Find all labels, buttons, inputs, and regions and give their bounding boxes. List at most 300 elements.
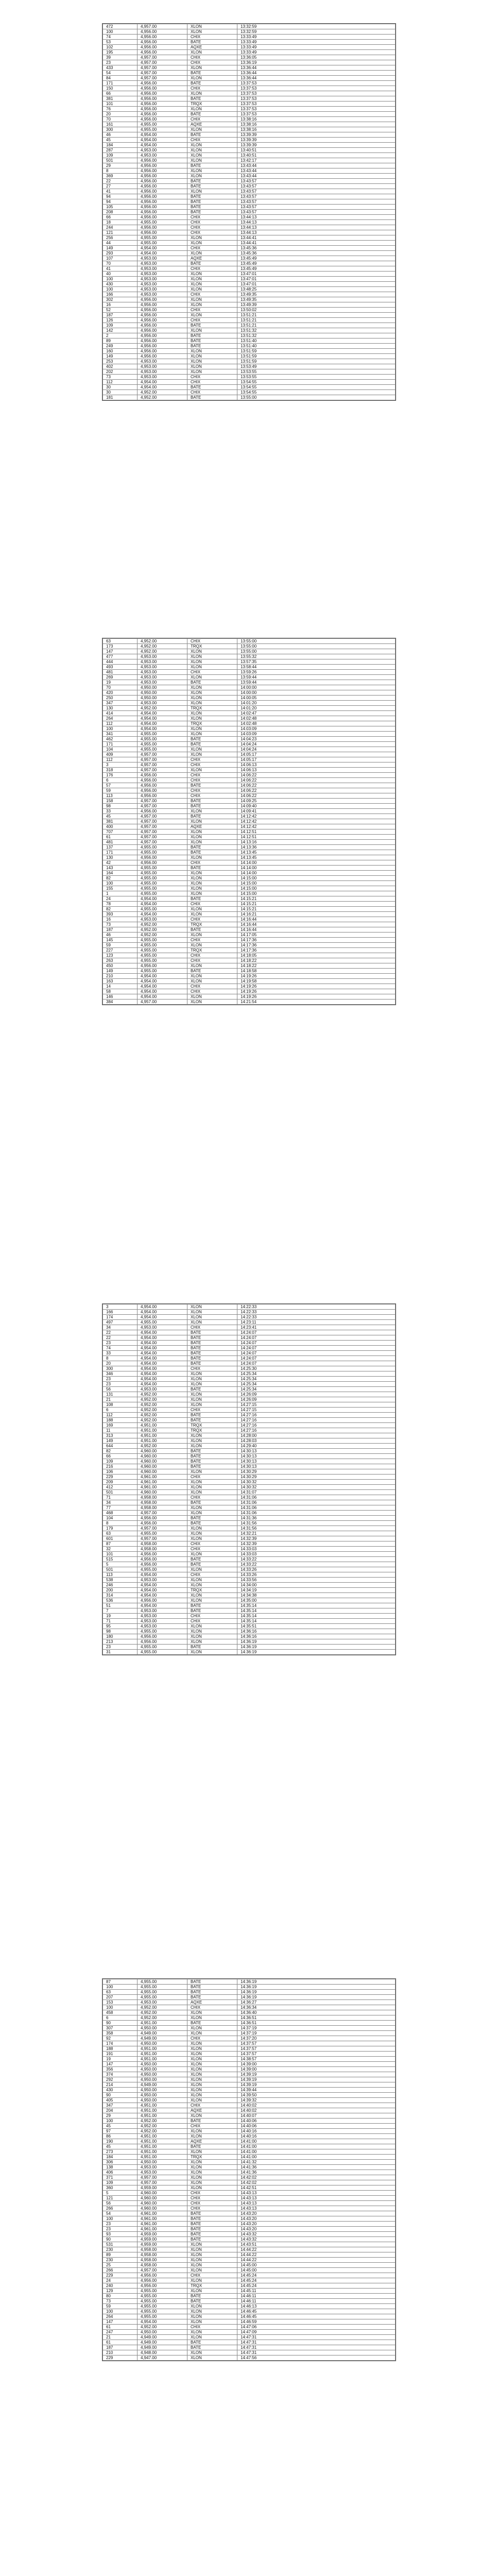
time-cell: 14:39:44	[237, 2088, 396, 2093]
price-cell: 4,960.00	[138, 1490, 187, 1495]
price-cell: 4,957.00	[138, 2268, 187, 2273]
price-cell: 4,951.00	[138, 2134, 187, 2139]
price-cell: 4,957.00	[138, 71, 187, 76]
table-row	[103, 2036, 396, 2041]
price-cell: 4,955.00	[138, 845, 187, 850]
table-row	[103, 24, 396, 29]
volume-cell: 100	[103, 2005, 138, 2010]
venue-cell: XLON	[187, 297, 237, 302]
volume-cell: 107	[103, 256, 138, 261]
time-cell: 14:35:14	[237, 1603, 396, 1608]
price-cell: 4,953.00	[138, 1578, 187, 1583]
price-cell: 4,949.00	[138, 2082, 187, 2088]
venue-cell: XLON	[187, 1392, 237, 1397]
price-cell: 4,952.00	[138, 2010, 187, 2015]
venue-cell: XLON	[187, 2113, 237, 2119]
volume-cell: 121	[103, 2196, 138, 2201]
volume-cell: 46	[103, 933, 138, 938]
volume-cell: 493	[103, 665, 138, 670]
table-row	[103, 359, 396, 364]
venue-cell: TRQX	[187, 1588, 237, 1593]
table-row	[103, 2185, 396, 2191]
venue-cell: XLON	[187, 701, 237, 706]
table-row	[103, 963, 396, 969]
table-row	[103, 2108, 396, 2113]
table-row	[103, 1382, 396, 1387]
volume-cell: 63	[103, 639, 138, 644]
trades-table	[102, 24, 396, 400]
table-row	[103, 2283, 396, 2289]
time-cell: 14:13:16	[237, 840, 396, 845]
table-row	[103, 2046, 396, 2052]
venue-cell: BATE	[187, 194, 237, 199]
venue-cell: BATE	[187, 1603, 237, 1608]
time-cell: 14:31:06	[237, 1495, 396, 1500]
price-cell: 4,953.00	[138, 266, 187, 272]
price-cell: 4,952.00	[138, 1413, 187, 1418]
volume-cell: 171	[103, 850, 138, 855]
table-row	[103, 1356, 396, 1361]
time-cell: 13:42:17	[237, 158, 396, 163]
table-row	[103, 793, 396, 799]
price-cell: 4,953.00	[138, 1325, 187, 1330]
table-row	[103, 1995, 396, 2000]
table-row	[103, 1351, 396, 1356]
table-row	[103, 1315, 396, 1320]
venue-cell: BATE	[187, 2021, 237, 2026]
price-cell: 4,954.00	[138, 1310, 187, 1315]
price-cell: 4,950.00	[138, 2072, 187, 2077]
price-cell: 4,952.00	[138, 2119, 187, 2124]
time-cell: 14:34:19	[237, 1588, 396, 1593]
volume-cell: 188	[103, 2046, 138, 2052]
table-row	[103, 788, 396, 793]
price-cell: 4,955.00	[138, 2289, 187, 2294]
volume-cell: 1	[103, 891, 138, 896]
time-cell: 13:58:44	[237, 665, 396, 670]
price-cell: 4,954.00	[138, 1366, 187, 1371]
table-row	[103, 2000, 396, 2005]
table-row	[103, 958, 396, 963]
time-cell: 14:26:09	[237, 1392, 396, 1397]
price-cell: 4,953.00	[138, 701, 187, 706]
table-row	[103, 1413, 396, 1418]
table-row	[103, 1608, 396, 1614]
table-row	[103, 266, 396, 272]
time-cell: 14:47:31	[237, 2350, 396, 2355]
price-cell: 4,956.00	[138, 855, 187, 860]
volume-cell: 23	[103, 1382, 138, 1387]
time-cell: 14:12:51	[237, 829, 396, 835]
venue-cell: CHIX	[187, 917, 237, 922]
venue-cell: BATE	[187, 2216, 237, 2222]
time-cell: 13:53:49	[237, 364, 396, 369]
price-cell: 4,954.00	[138, 1346, 187, 1351]
time-cell: 14:24:07	[237, 1341, 396, 1346]
price-cell: 4,949.00	[138, 2036, 187, 2041]
venue-cell: BATE	[187, 184, 237, 189]
venue-cell: XLON	[187, 1624, 237, 1629]
table-row	[103, 1531, 396, 1536]
venue-cell: XLON	[187, 2015, 237, 2021]
table-row	[103, 1304, 396, 1310]
table-row	[103, 804, 396, 809]
volume-cell: 45	[103, 2144, 138, 2149]
price-cell: 4,953.00	[138, 1624, 187, 1629]
time-cell: 14:43:13	[237, 2201, 396, 2206]
time-cell: 14:43:20	[237, 2211, 396, 2216]
volume-cell: 34	[103, 1500, 138, 1505]
table-row	[103, 1361, 396, 1366]
price-cell: 4,961.00	[138, 2227, 187, 2232]
table-row	[103, 824, 396, 829]
trades-table-block-3	[102, 1303, 396, 1655]
volume-cell: 302	[103, 297, 138, 302]
venue-cell: BATE	[187, 344, 237, 349]
volume-cell: 87	[103, 1979, 138, 1985]
time-cell: 13:51:32	[237, 328, 396, 333]
table-row	[103, 866, 396, 871]
time-cell: 14:28:03	[237, 1438, 396, 1444]
table-row	[103, 2355, 396, 2361]
venue-cell: XLON	[187, 690, 237, 696]
venue-cell: XLON	[187, 716, 237, 721]
volume-cell: 393	[103, 912, 138, 917]
time-cell: 14:42:51	[237, 2185, 396, 2191]
volume-cell: 42	[103, 860, 138, 866]
volume-cell: 287	[103, 148, 138, 153]
venue-cell: BATE	[187, 210, 237, 215]
volume-cell: 153	[103, 2000, 138, 2005]
price-cell: 4,956.00	[138, 81, 187, 86]
volume-cell: 169	[103, 1423, 138, 1428]
time-cell: 13:44:13	[237, 230, 396, 235]
volume-cell: 229	[103, 2273, 138, 2278]
table-row	[103, 205, 396, 210]
volume-cell: 307	[103, 2026, 138, 2031]
volume-cell: 87	[103, 1541, 138, 1547]
time-cell: 14:31:56	[237, 1526, 396, 1531]
table-row	[103, 2216, 396, 2222]
venue-cell: CHIX	[187, 390, 237, 395]
time-cell: 14:24:07	[237, 1346, 396, 1351]
time-cell: 14:15:00	[237, 891, 396, 896]
venue-cell: BATE	[187, 323, 237, 328]
table-row	[103, 2227, 396, 2232]
time-cell: 14:19:26	[237, 984, 396, 989]
venue-cell: XLON	[187, 65, 237, 71]
time-cell: 14:43:13	[237, 2191, 396, 2196]
volume-cell: 184	[103, 2155, 138, 2160]
price-cell: 4,952.00	[138, 1392, 187, 1397]
volume-cell: 3	[103, 762, 138, 768]
venue-cell: XLON	[187, 1650, 237, 1655]
venue-cell: XLON	[187, 1490, 237, 1495]
venue-cell: XLON	[187, 1593, 237, 1598]
price-cell: 4,951.00	[138, 2103, 187, 2108]
volume-cell: 84	[103, 76, 138, 81]
price-cell: 4,952.00	[138, 2129, 187, 2134]
price-cell: 4,956.00	[138, 2278, 187, 2283]
time-cell: 14:46:45	[237, 2309, 396, 2314]
venue-cell: XLON	[187, 1377, 237, 1382]
venue-cell: BATE	[187, 1464, 237, 1469]
time-cell: 14:30:13	[237, 1464, 396, 1469]
price-cell: 4,959.00	[138, 2232, 187, 2237]
venue-cell: CHIX	[187, 1541, 237, 1547]
price-cell: 4,953.00	[138, 675, 187, 680]
volume-cell: 250	[103, 696, 138, 701]
price-cell: 4,954.00	[138, 721, 187, 726]
table-row	[103, 163, 396, 168]
table-row	[103, 107, 396, 112]
table-row	[103, 1614, 396, 1619]
table-row	[103, 1645, 396, 1650]
time-cell: 14:47:06	[237, 2325, 396, 2330]
time-cell: 14:41:00	[237, 2155, 396, 2160]
table-row	[103, 2010, 396, 2015]
volume-cell: 112	[103, 1413, 138, 1418]
venue-cell: XLON	[187, 277, 237, 282]
table-row	[103, 1428, 396, 1433]
volume-cell: 61	[103, 835, 138, 840]
venue-cell: XLON	[187, 2093, 237, 2098]
price-cell: 4,956.00	[138, 1557, 187, 1562]
table-row	[103, 2149, 396, 2155]
time-cell: 14:36:51	[237, 2015, 396, 2021]
time-cell: 14:19:26	[237, 989, 396, 994]
volume-cell: 371	[103, 2175, 138, 2180]
table-row	[103, 184, 396, 189]
venue-cell: XLON	[187, 2268, 237, 2273]
table-row	[103, 696, 396, 701]
time-cell: 13:49:35	[237, 292, 396, 297]
volume-cell: 54	[103, 2211, 138, 2216]
volume-cell: 356	[103, 2067, 138, 2072]
venue-cell: XLON	[187, 654, 237, 659]
volume-cell: 450	[103, 963, 138, 969]
table-row	[103, 333, 396, 338]
venue-cell: XLON	[187, 143, 237, 148]
venue-cell: CHIX	[187, 1619, 237, 1624]
table-row	[103, 2088, 396, 2093]
time-cell: 13:33:49	[237, 50, 396, 55]
volume-cell: 20	[103, 112, 138, 117]
volume-cell: 501	[103, 158, 138, 163]
venue-cell: XLON	[187, 840, 237, 845]
table-row	[103, 1371, 396, 1377]
table-row	[103, 886, 396, 891]
time-cell: 14:46:11	[237, 2294, 396, 2299]
table-row	[103, 395, 396, 400]
table-row	[103, 132, 396, 138]
table-row	[103, 1552, 396, 1557]
price-cell: 4,956.00	[138, 963, 187, 969]
volume-cell: 21	[103, 1397, 138, 1402]
table-row	[103, 2160, 396, 2165]
table-row	[103, 938, 396, 943]
volume-cell: 130	[103, 706, 138, 711]
venue-cell: XLON	[187, 2098, 237, 2103]
time-cell: 14:35:14	[237, 1614, 396, 1619]
table-row	[103, 659, 396, 665]
time-cell: 14:13:45	[237, 850, 396, 855]
volume-cell: 90	[103, 2093, 138, 2098]
volume-cell: 266	[103, 2206, 138, 2211]
volume-cell: 462	[103, 737, 138, 742]
volume-cell: 101	[103, 1552, 138, 1557]
time-cell: 14:41:36	[237, 2165, 396, 2170]
price-cell: 4,954.00	[138, 726, 187, 732]
venue-cell: BATE	[187, 1346, 237, 1351]
time-cell: 14:17:36	[237, 948, 396, 953]
price-cell: 4,956.00	[138, 2283, 187, 2289]
venue-cell: XLON	[187, 855, 237, 860]
venue-cell: TRQX	[187, 721, 237, 726]
volume-cell: 108	[103, 1402, 138, 1408]
time-cell: 14:41:00	[237, 2149, 396, 2155]
venue-cell: XLON	[187, 1536, 237, 1541]
price-cell: 4,956.00	[138, 1521, 187, 1526]
table-row	[103, 1449, 396, 1454]
volume-cell: 430	[103, 282, 138, 287]
table-row	[103, 2345, 396, 2350]
table-row	[103, 76, 396, 81]
price-cell: 4,960.00	[138, 1469, 187, 1475]
time-cell: 14:47:31	[237, 2345, 396, 2350]
price-cell: 4,947.00	[138, 2355, 187, 2361]
table-row	[103, 701, 396, 706]
table-row	[103, 1536, 396, 1541]
time-cell: 14:42:02	[237, 2180, 396, 2185]
price-cell: 4,956.00	[138, 210, 187, 215]
time-cell: 13:54:55	[237, 385, 396, 390]
volume-cell: 94	[103, 194, 138, 199]
time-cell: 14:17:36	[237, 938, 396, 943]
volume-cell: 86	[103, 2134, 138, 2139]
table-row	[103, 174, 396, 179]
price-cell: 4,957.00	[138, 65, 187, 71]
price-cell: 4,960.00	[138, 1449, 187, 1454]
price-cell: 4,958.00	[138, 1547, 187, 1552]
table-row	[103, 891, 396, 896]
volume-cell: 412	[103, 1485, 138, 1490]
venue-cell: XLON	[187, 819, 237, 824]
volume-cell: 113	[103, 793, 138, 799]
venue-cell: XLON	[187, 2046, 237, 2052]
table-row	[103, 2211, 396, 2216]
volume-cell: 313	[103, 1433, 138, 1438]
volume-cell: 264	[103, 716, 138, 721]
volume-cell: 112	[103, 721, 138, 726]
price-cell: 4,953.00	[138, 364, 187, 369]
venue-cell: XLON	[187, 1320, 237, 1325]
volume-cell: 104	[103, 747, 138, 752]
time-cell: 13:38:16	[237, 127, 396, 132]
table-row	[103, 984, 396, 989]
table-row	[103, 117, 396, 122]
table-row	[103, 690, 396, 696]
volume-cell: 644	[103, 1444, 138, 1449]
venue-cell: BATE	[187, 2232, 237, 2237]
venue-cell: XLON	[187, 768, 237, 773]
table-row	[103, 302, 396, 308]
price-cell: 4,954.00	[138, 251, 187, 256]
price-cell: 4,953.00	[138, 680, 187, 685]
price-cell: 4,956.00	[138, 333, 187, 338]
price-cell: 4,955.00	[138, 953, 187, 958]
time-cell: 13:40:51	[237, 148, 396, 153]
volume-cell: 121	[103, 230, 138, 235]
venue-cell: XLON	[187, 1552, 237, 1557]
venue-cell: TRQX	[187, 2283, 237, 2289]
table-row	[103, 871, 396, 876]
price-cell: 4,952.00	[138, 2124, 187, 2129]
table-row	[103, 194, 396, 199]
venue-cell: BATE	[187, 96, 237, 101]
time-cell: 14:15:21	[237, 896, 396, 902]
venue-cell: CHIX	[187, 308, 237, 313]
volume-cell: 100	[103, 2309, 138, 2314]
venue-cell: XLON	[187, 2263, 237, 2268]
time-cell: 13:37:53	[237, 81, 396, 86]
time-cell: 13:39:39	[237, 132, 396, 138]
table-row	[103, 948, 396, 953]
price-cell: 4,956.00	[138, 158, 187, 163]
volume-cell: 3	[103, 1304, 138, 1310]
time-cell: 13:48:25	[237, 287, 396, 292]
volume-cell: 74	[103, 1346, 138, 1351]
volume-cell: 61	[103, 2340, 138, 2345]
volume-cell: 146	[103, 994, 138, 999]
venue-cell: CHIX	[187, 60, 237, 65]
venue-cell: BATE	[187, 199, 237, 205]
table-row	[103, 385, 396, 390]
time-cell: 14:33:26	[237, 1567, 396, 1572]
time-cell: 13:43:57	[237, 194, 396, 199]
price-cell: 4,951.00	[138, 2046, 187, 2052]
venue-cell: XLON	[187, 2330, 237, 2335]
table-row	[103, 65, 396, 71]
time-cell: 14:37:20	[237, 2036, 396, 2041]
price-cell: 4,951.00	[138, 2052, 187, 2057]
venue-cell: XLON	[187, 1438, 237, 1444]
table-row	[103, 2134, 396, 2139]
venue-cell: XLON	[187, 2165, 237, 2170]
time-cell: 14:36:16	[237, 1634, 396, 1639]
volume-cell: 174	[103, 1315, 138, 1320]
table-row	[103, 665, 396, 670]
price-cell: 4,951.00	[138, 1433, 187, 1438]
venue-cell: BATE	[187, 850, 237, 855]
volume-cell: 98	[103, 804, 138, 809]
volume-cell: 149	[103, 246, 138, 251]
table-row	[103, 1346, 396, 1351]
venue-cell: XLON	[187, 1526, 237, 1531]
table-row	[103, 1475, 396, 1480]
table-row	[103, 256, 396, 261]
volume-cell: 14	[103, 984, 138, 989]
time-cell: 14:04:24	[237, 742, 396, 747]
time-cell: 13:51:59	[237, 354, 396, 359]
venue-cell: CHIX	[187, 2036, 237, 2041]
volume-cell: 59	[103, 2304, 138, 2309]
table-row	[103, 809, 396, 814]
price-cell: 4,957.00	[138, 1536, 187, 1541]
time-cell: 14:19:58	[237, 979, 396, 984]
volume-cell: 70	[103, 117, 138, 122]
time-cell: 14:04:24	[237, 747, 396, 752]
